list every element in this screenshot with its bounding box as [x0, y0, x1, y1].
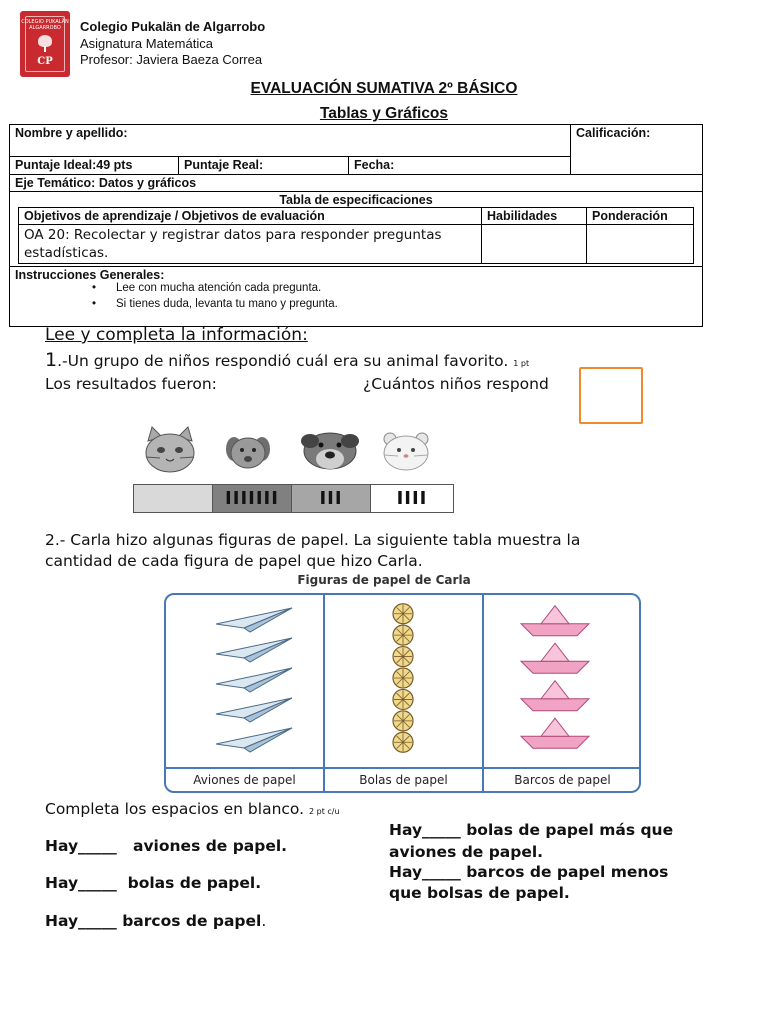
spec-table	[10, 192, 703, 267]
complete-instruction: Completa los espacios en blanco. 2 pt c/u	[45, 800, 340, 818]
fill-blank-balls: Hay_____ bolas de papel.	[45, 874, 262, 892]
question-1: 1.-Un grupo de niños respondió cuál era su animal favorito. 1 pt	[45, 349, 530, 371]
results-label: Los resultados fueron:	[45, 375, 217, 393]
grade-field[interactable]: Calificación:	[571, 125, 703, 175]
page-title: EVALUACIÓN SUMATIVA 2º BÁSICO	[250, 80, 518, 97]
paper-plane-icon	[216, 608, 292, 632]
pictogram-marks	[166, 595, 639, 767]
answer-box[interactable]	[579, 367, 643, 424]
fill-blank-compare-1b: aviones de papel.	[389, 843, 544, 861]
paper-ball-icon	[393, 647, 413, 667]
paper-boat-icon	[521, 643, 589, 673]
fill-blank-compare-2b: que bolsas de papel.	[389, 884, 570, 902]
thematic-axis: Eje Temático: Datos y gráficos	[10, 175, 703, 192]
real-score-field[interactable]: Puntaje Real:	[179, 157, 349, 175]
fill-blank-compare-1: Hay_____ bolas de papel más que	[389, 821, 674, 839]
paper-boat-icon	[521, 681, 589, 711]
evaluation-form	[9, 124, 703, 327]
paper-ball-icon	[393, 604, 413, 624]
tally-bar	[133, 484, 454, 513]
paper-plane-icon	[216, 668, 292, 692]
pictogram-label: Aviones de papel	[193, 773, 296, 787]
spec-table-title: Tabla de especificaciones	[279, 193, 433, 207]
paper-ball-icon	[393, 689, 413, 709]
paper-plane-icon	[216, 638, 292, 662]
cat-icon	[146, 427, 194, 472]
tally-rabbit: IIIIIII	[213, 485, 292, 512]
paper-boat-icon	[521, 606, 589, 636]
fill-blank-boats: Hay_____ barcos de papel.	[45, 912, 267, 930]
fill-blank-planes: Hay_____ aviones de papel.	[45, 837, 288, 855]
spec-header: Ponderación	[587, 208, 694, 225]
dog-icon	[301, 433, 359, 469]
question-1-prompt: ¿Cuántos niños respond	[363, 375, 549, 393]
paper-boat-icon	[521, 718, 589, 748]
logo-initials: CP	[37, 56, 53, 67]
instructions: Instrucciones Generales:	[10, 267, 703, 327]
school-logo	[20, 11, 70, 77]
date-field[interactable]: Fecha:	[349, 157, 571, 175]
spec-weight	[587, 225, 694, 264]
hamster-icon	[384, 433, 428, 470]
school-name: Colegio Pukalän de Algarrobo	[80, 19, 266, 34]
paper-ball-icon	[393, 668, 413, 688]
pictogram-label: Bolas de papel	[359, 773, 448, 787]
spec-header: Habilidades	[482, 208, 587, 225]
pictogram-title: Figuras de papel de Carla	[297, 573, 471, 587]
fill-blank-compare-2: Hay_____ barcos de papel menos	[389, 863, 669, 881]
paper-plane-icon	[216, 728, 292, 752]
pictogram-label: Barcos de papel	[514, 773, 611, 787]
instruction-item: • Si tienes duda, levanta tu mano y pregunta.	[92, 298, 338, 310]
ideal-score: Puntaje Ideal:49 pts	[10, 157, 179, 175]
subject-name: Asignatura Matemática	[80, 36, 213, 51]
section-title: Lee y completa la información:	[45, 325, 308, 345]
rabbit-icon	[226, 437, 270, 468]
tally-dog: III	[292, 485, 371, 512]
tally-hamster: IIII	[371, 485, 453, 512]
points-note: 1 pt	[513, 359, 530, 368]
pictogram	[164, 593, 641, 793]
logo-text: COLEGIO PUKALÄN ALGARROBO	[21, 19, 69, 31]
paper-ball-icon	[393, 732, 413, 752]
teacher-name: Profesor: Javiera Baeza Correa	[80, 52, 263, 67]
paper-ball-icon	[393, 711, 413, 731]
paper-ball-icon	[393, 625, 413, 645]
animal-icons	[140, 425, 440, 475]
question-2-line2: cantidad de cada figura de papel que hizo Carla.	[45, 552, 423, 570]
spec-header: Objetivos de aprendizaje / Objetivos de evaluación	[19, 208, 482, 225]
spec-skills	[482, 225, 587, 264]
spec-objective: OA 20: Recolectar y registrar datos para responder preguntas estadísticas.	[19, 225, 482, 264]
name-field[interactable]: Nombre y apellido:	[10, 125, 571, 157]
page-subtitle: Tablas y Gráficos	[319, 105, 449, 122]
tally-cat	[134, 485, 213, 512]
question-2-line1: 2.- Carla hizo algunas figuras de papel. La siguiente tabla muestra la	[45, 531, 581, 549]
paper-plane-icon	[216, 698, 292, 722]
instruction-item: • Lee con mucha atención cada pregunta.	[92, 282, 321, 294]
